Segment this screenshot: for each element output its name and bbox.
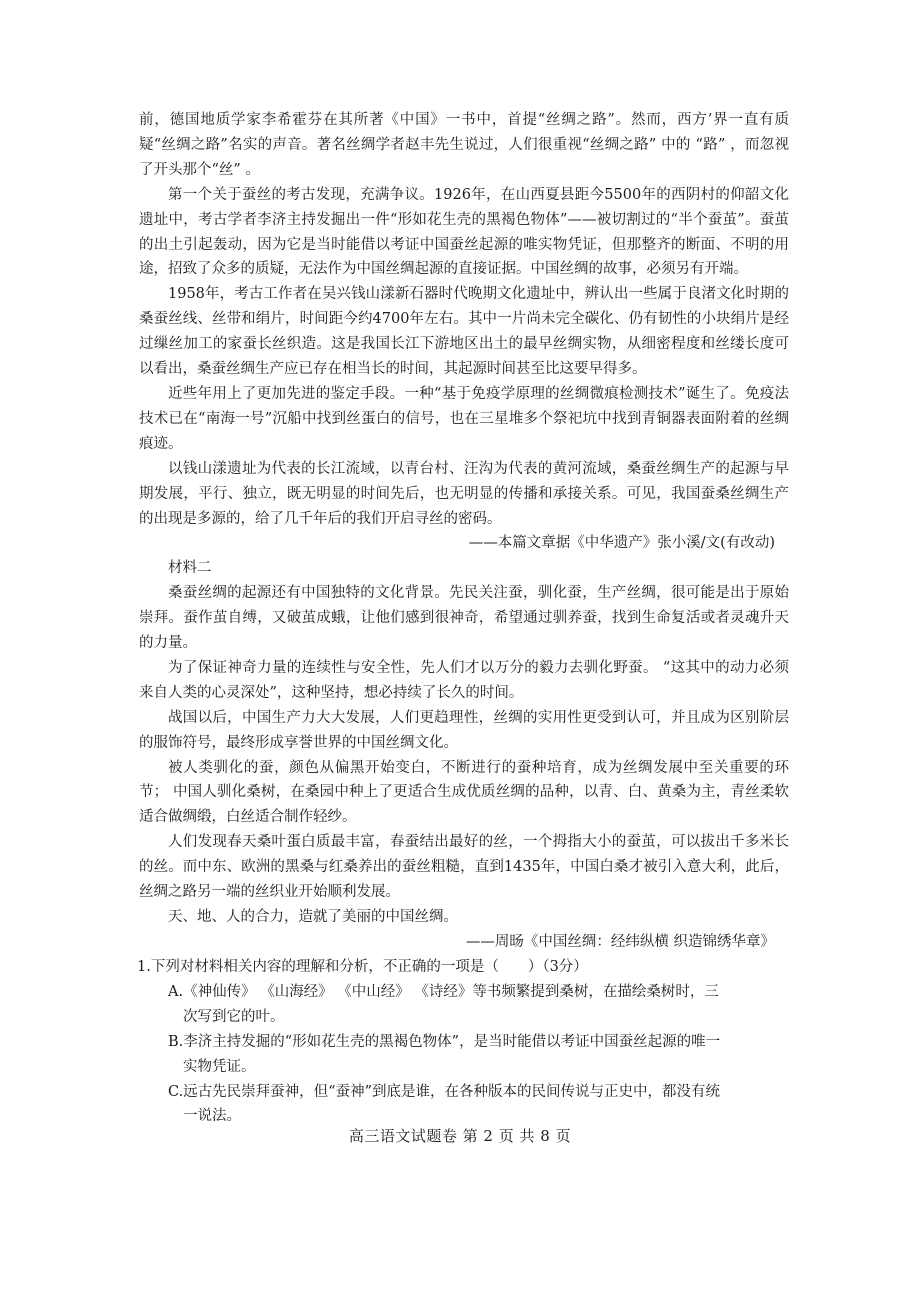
option-b-line1: B.李济主持发掘的“形如花生壳的黑褐色物体”，是当时能借以考证中国蚕丝起源的唯一: [168, 1033, 721, 1050]
source-citation: ——本篇文章据《中华遗产》张小溪/文(有改动): [468, 535, 775, 552]
paragraph: 被人类驯化的蚕，颜色从偏黑开始变白，不断进行的蚕种培育，成为丝绸发展中至关重要的环节； 中国人驯化桑树，在桑园中种上了更适合生成优质丝绸的品种，以青、白、黄桑为主，青丝柔软适合做绸缎，白丝适合制作轻纱。: [139, 759, 789, 826]
option-c: [137, 1080, 789, 1130]
paragraph: 为了保证神奇力量的连续性与安全性，先人们才以万分的毅力去驯化野蚕。 “这其中的动力必须来自人类的心灵深处”，这种坚持，想必持续了长久的时间。: [139, 659, 789, 701]
paragraph: 人们发现春天桑叶蛋白质最丰富，春蚕结出最好的丝，一个拇指大小的蚕茧，可以拔出千多米长的丝。而中东、欧洲的黑桑与红桑养出的蚕丝粗糙，直到1435年，中国白桑才被引入意大利，此后，丝绸之路另一端的丝织业开始顺利发展。: [139, 834, 789, 901]
question-stem: 1.下列对材料相关内容的理解和分析，不正确的一项是（ ）（3分）: [137, 959, 588, 975]
paragraph: 天、地、人的合力，造就了美丽的中国丝绸。: [168, 909, 458, 925]
paragraph: 第一个关于蚕丝的考古发现，充满争议。1926年，在山西夏县距今5500年的西阴村的仰韶文化遗址中，考古学者李济主持发掘出一件“形如花生壳的黑褐色物体”——被切割过的“半个蚕茧”。蚕茧的出土引起轰动，因为它是当时能借以考证中国蚕丝起源的唯实物凭证，但那整齐的断面、不明的用途，招致了众多的质疑，无法作为中国丝绸起源的直接证据。中国丝绸的故事，必须另有开端。: [139, 186, 789, 278]
section-label: 材料二: [168, 560, 212, 577]
option-b: [137, 1030, 789, 1080]
paragraph: 桑蚕丝绸的起源还有中国独特的文化背景。先民关注蚕，驯化蚕，生产丝绸，很可能是出于原始崇拜。蚕作茧自缚，又破茧成蛾，让他们感到很神奇，希望通过驯养蚕，找到生命复活或者灵魂升天的力量。: [139, 585, 789, 652]
material-one-body: [139, 108, 789, 955]
paragraph: 战国以后，中国生产力大大发展，人们更趋理性，丝绸的实用性更受到认可，并且成为区别阶层的服饰符号，最终形成享誉世界的中国丝绸文化。: [139, 709, 789, 751]
source-citation: ——周旸《中国丝绸：经纬纵横 织造锦绣华章》: [465, 933, 775, 950]
option-a-line1: A.《神仙传》 《山海经》 《中山经》 《诗经》等书频繁提到桑树，在描绘桑树时，三: [168, 983, 719, 1000]
paragraph: 1958年，考古工作者在吴兴钱山漾新石器时代晚期文化遗址中，辨认出一些属于良渚文化时期的桑蚕丝线、丝带和绢片，时间距今约4700年左右。其中一片尚未完全碳化、仍有韧性的小块绢片是经过缫丝加工的家蚕长丝织造。这是我国长江下游地区出土的最早丝绸实物，从细密程度和丝缕长度可以看出，桑蚕丝绸生产应已存在相当长的时间，其起源时间甚至比这要早得多。: [139, 286, 789, 378]
page-footer: 高三语文试题卷 第 2 页 共 8 页: [348, 1127, 572, 1145]
paragraph: 前，德国地质学家李希霍芬在其所著《中国》一书中，首提“丝绸之路”。然而，西方’界一直有质疑“丝绸之路”名实的声音。著名丝绸学者赵丰先生说过，人们很重视“丝绸之路” 中的 “路” ，而忽视了开头那个“丝” 。: [139, 112, 789, 178]
option-c-line2: 一说法。: [183, 1108, 241, 1125]
paragraph: 以钱山漾遗址为代表的长江流域，以青台村、汪沟为代表的黄河流域，桑蚕丝绸生产的起源与早期发展，平行、独立，既无明显的时间先后，也无明显的传播和承接关系。可见，我国蚕桑丝绸生产的出现是多源的，给了几千年后的我们开启寻丝的密码。: [139, 460, 789, 527]
option-a-line2: 次写到它的叶。: [183, 1008, 285, 1025]
question-one: [137, 955, 789, 1129]
paragraph: 近些年用上了更加先进的鉴定手段。一种“基于免疫学原理的丝绸微痕检测技术”诞生了。免疫法技术已在“南海一号”沉船中找到丝蛋白的信号，也在三星堆多个祭祀坑中找到青铜器表面附着的丝绸痕迹。: [139, 385, 789, 452]
option-b-line2: 实物凭证。: [183, 1058, 256, 1075]
option-a: [137, 980, 789, 1030]
option-c-line1: C.远古先民崇拜蚕神，但“蚕神”到底是谁，在各种版本的民间传说与正史中，都没有统: [168, 1083, 721, 1100]
